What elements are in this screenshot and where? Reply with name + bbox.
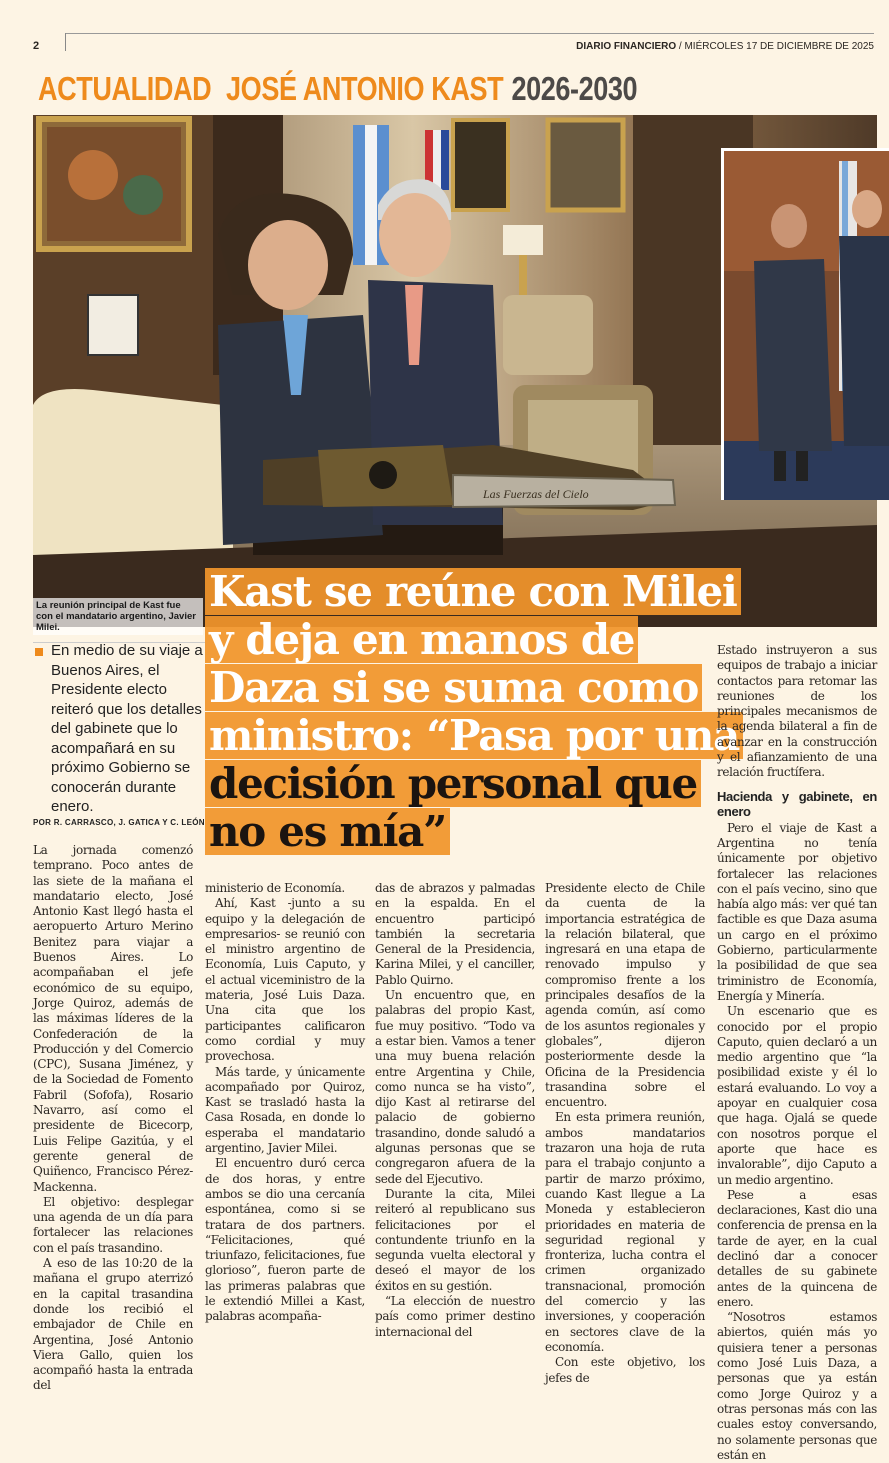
publication-name: DIARIO FINANCIERO bbox=[576, 41, 677, 52]
paragraph: En esta primera reunión, ambos mandatarios trazaron una hoja de ruta para el trabajo conjunto a partir de marzo próximo, cuando Kast llegue a La Moneda y establecieron prioridades en materia de seguridad regional y fronteriza, lucha contra el crimen organizado transnacional, promoción del comercio y las inversiones, y cooperación en sectores clave de la economía. bbox=[545, 1110, 705, 1354]
headline bbox=[205, 567, 740, 856]
headline-line: no es mía” bbox=[205, 808, 450, 855]
photo-caption: La reunión principal de Kast fue con el mandatario argentino, Javier Milei. bbox=[33, 598, 203, 635]
paragraph: “La elección de nuestro país como primer destino internacional del bbox=[375, 1294, 535, 1339]
headline-line: Daza si se suma como bbox=[205, 664, 702, 711]
header-divider bbox=[65, 33, 66, 51]
paragraph: ministerio de Economía. bbox=[205, 881, 345, 895]
side-photo-illustration bbox=[724, 151, 889, 500]
lead-bullet-icon bbox=[35, 648, 43, 656]
article-column-2 bbox=[205, 881, 365, 1325]
paragraph: Ahí, Kast -junto a su equipo y la delegación de empresarios- se reunió con el ministro argentino de Economía, Luis Caputo, y el actual viceministro de la materia, José Luis Daza. Una cita que los participantes calificaron como cordial y muy provechosa. bbox=[205, 896, 365, 1064]
masthead bbox=[576, 41, 874, 52]
subheading: Hacienda y gabinete, en enero bbox=[717, 788, 877, 819]
paragraph: Pese a esas declaraciones, Kast dio una conferencia de prensa en la tarde de ayer, en la cual declinó dar a conocer detalles de su gabinete antes de la quincena de enero. bbox=[717, 1187, 877, 1309]
article-column-4 bbox=[545, 881, 705, 1386]
paragraph: Pero el viaje de Kast a Argentina no tenía únicamente por objetivo fortalecer las relaciones con el país vecino, sino que había algo más: ver qué tan factible es que Daza asuma un cargo en el próximo Gobierno, particularmente la posibilidad de que sea triministro de Economía, Energía y Minería. bbox=[717, 820, 877, 1003]
paragraph: Con este objetivo, los jefes de bbox=[545, 1355, 705, 1385]
headline-line: y deja en manos de bbox=[205, 616, 638, 663]
paragraph: Más tarde, y únicamente acompañado por Quiroz, Kast se trasladó hasta la Casa Rosada, en donde lo esperaba el mandatario argentino, Javier Milei. bbox=[205, 1064, 365, 1156]
side-photo bbox=[721, 148, 889, 500]
paragraph: Presidente electo de Chile da cuenta de la importancia estratégica de la relación bilateral, que ingresará en una etapa de renovado impulso y compromiso frente a los principales desafíos de la agenda común, así como de los asuntos regionales y globales”, dijeron posteriormente desde la Oficina de la Presidencia trasandina sobre el encuentro. bbox=[545, 881, 705, 1110]
lead-box bbox=[33, 642, 205, 815]
article-column-3 bbox=[375, 881, 535, 1340]
section-title bbox=[38, 70, 637, 108]
chainsaw-inscription: Las Fuerzas del Cielo bbox=[483, 487, 589, 501]
paragraph: das de abrazos y palmadas en la espalda. En el encuentro participó también la secretaria General de la Presidencia, Karina Milei, y el canciller, Pablo Quirno. bbox=[375, 881, 535, 987]
section-label: ACTUALIDAD bbox=[38, 70, 212, 107]
headline-line: Kast se reúne con Milei bbox=[205, 568, 741, 615]
lead-text: En medio de su viaje a Buenos Aires, el Presidente electo reiteró que los detalles del gabinete que lo acompañará en su próximo Gobierno se conocerán durante enero. bbox=[51, 642, 203, 815]
page-number: 2 bbox=[33, 40, 40, 52]
paragraph: Durante la cita, Milei reiteró al republicano sus felicitaciones por el contundente triunfo en la segunda vuelta electoral y deseó el mayor de los éxitos en su gestión. bbox=[375, 1186, 535, 1293]
issue-date: / MIÉRCOLES 17 DE DICIEMBRE DE 2025 bbox=[678, 41, 874, 52]
article-column-5 bbox=[717, 643, 877, 1463]
headline-line: decisión personal que bbox=[205, 760, 701, 807]
byline: POR R. CARRASCO, J. GATICA Y C. LEÓN bbox=[33, 818, 205, 827]
paragraph: El objetivo: desplegar una agenda de un día para fortalecer las relaciones con el país trasandino. bbox=[33, 1194, 193, 1255]
header-rule bbox=[66, 33, 874, 34]
paragraph: A eso de las 10:20 de la mañana el grupo aterrizó en la capital trasandina donde los recibió el embajador de Chile en Argentina, José Antonio Viera Gallo, quien los acompañó hasta la entrada del bbox=[33, 1256, 193, 1393]
section-subject: JOSÉ ANTONIO KAST bbox=[226, 70, 504, 107]
paragraph: Un encuentro que, en palabras del propio Kast, fue muy positivo. “Todo va a estar bien. Vamos a tener una muy buena relación entre Argentina y Chile, como nunca se ha visto”, dijo Kast al retirarse del palacio de gobierno trasandino, donde saludó a algunas personas que se congregaron afuera de la sede del Ejecutivo. bbox=[375, 988, 535, 1186]
paragraph: “Nosotros estamos abiertos, quién más yo quisiera tener a personas como José Luis Daza, a personas que ya están como Jorge Quiroz y a otras personas más con las cuales estoy conversando, no solamente personas que están en bbox=[717, 1310, 877, 1462]
section-years: 2026-2030 bbox=[511, 70, 638, 107]
paragraph: La jornada comenzó temprano. Poco antes de las siete de la mañana el mandatario electo, José Antonio Kast llegó hasta el aeropuerto Arturo Merino Benitez para viajar a Buenos Aires. Lo acompañaban el jefe económico de su equipo, Jorge Quiroz, además de las máximas líderes de la Confederación de la Producción y del Comercio (CPC), Susana Jiménez, y de la Sociedad de Fomento Fabril (Sofofa), Rosario Navarro, así como el presidente de Bicecorp, Luis Felipe Gazitúa, y el gerente general de Quiñenco, Francisco Pérez-Mackenna. bbox=[33, 843, 193, 1194]
headline-line: ministro: “Pasa por una bbox=[205, 712, 743, 759]
paragraph: Estado instruyeron a sus equipos de trabajo a iniciar contactos para retomar las reuniones de los principales mecanismos de la agenda bilateral a fin de avanzar en la construcción y el afianzamiento de una relación fructífera. bbox=[717, 643, 877, 780]
paragraph: El encuentro duró cerca de dos horas, y entre ambos se dio una cercanía espontánea, como si se tratara de dos partners. “Felicitaciones, qué triunfazo, felicitaciones, fue glorioso”, fueron parte de las primeras palabras que le extendió Millei a Kast, palabras acompaña- bbox=[205, 1156, 365, 1324]
article-column-1 bbox=[33, 843, 193, 1394]
paragraph: Un escenario que es conocido por el propio Caputo, quien declaró a un medio argentino que “la posibilidad existe y él lo estará evaluando. Lo voy a apoyar en cualquier cosa que haga. Ojalá se quede con nosotros porque el aporte que hace es invalorable”, dijo Caputo a un medio argentino. bbox=[717, 1004, 877, 1187]
